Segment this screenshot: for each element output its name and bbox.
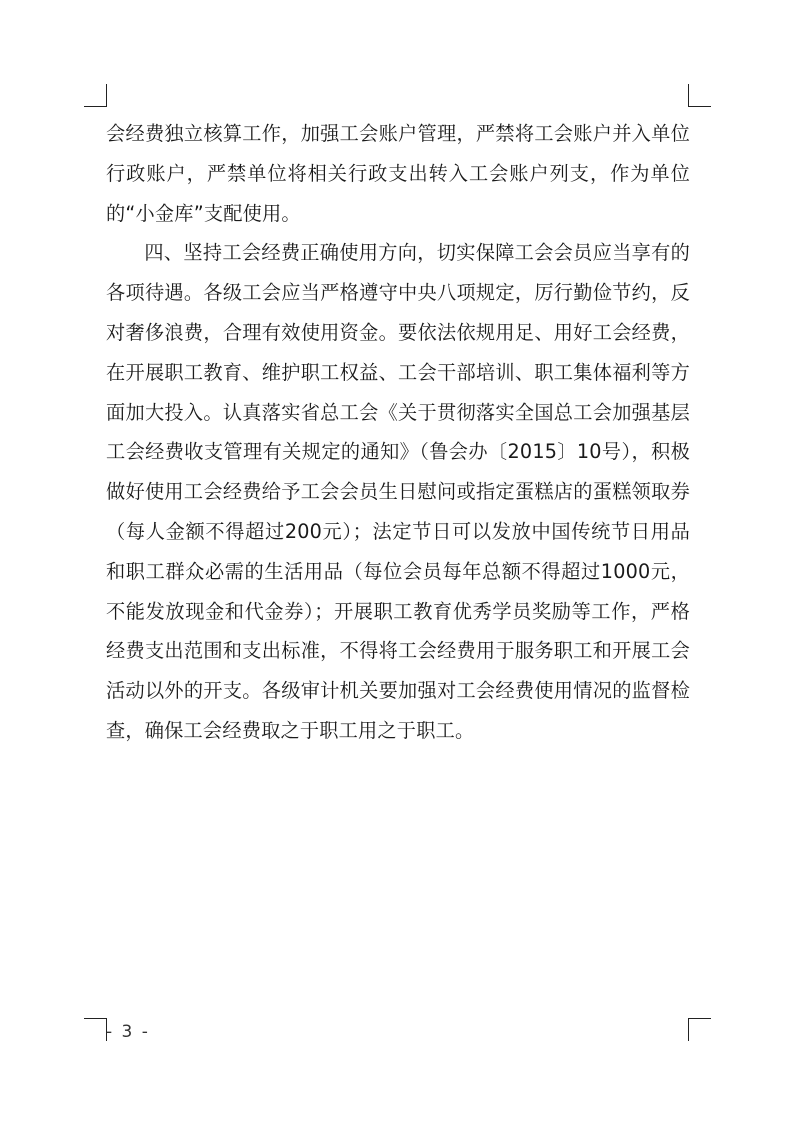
paragraph-continuation: 会经费独立核算工作，加强工会账户管理，严禁将工会账户并入单位行政账户，严禁单位将相关行政支出转入工会账户列支，作为单位的“小金库”支配使用。 bbox=[106, 122, 690, 225]
crop-mark-top-right bbox=[688, 84, 711, 107]
paragraph-section-four: 四、坚持工会经费正确使用方向，切实保障工会会员应当享有的各项待遇。各级工会应当严格遵守中央八项规定，厉行勤俭节约，反对奢侈浪费，合理有效使用资金。要依法依规用足、用好工会经费，在开展职工教育、维护职工权益、工会干部培训、职工集体福利等方面加大投入。认真落实省总工会《关于贯彻落实全国总工会加强基层工会经费收支管理有关规定的通知》（鲁会办〔2015〕10号），积极做好使用工会经费给予工会会员生日慰问或指定蛋糕店的蛋糕领取券（每人金额不得超过200元）；法定节日可以发放中国传统节日用品和职工群众必需的生活用品（每位会员每年总额不得超过1000元，不能发放现金和代金券）；开展职工教育优秀学员奖励等工作，严格经费支出范围和支出标准，不得将工会经费用于服务职工和开展工会活动以外的开支。各级审计机关要加强对工会经费使用情况的监督检查，确保工会经费取之于职工用之于职工。 bbox=[106, 241, 690, 742]
page-number: - 3 - bbox=[106, 1022, 150, 1042]
crop-mark-bottom-left bbox=[84, 1018, 107, 1041]
crop-mark-bottom-right bbox=[688, 1018, 711, 1041]
crop-mark-top-left bbox=[84, 84, 107, 107]
document-body bbox=[106, 114, 690, 751]
